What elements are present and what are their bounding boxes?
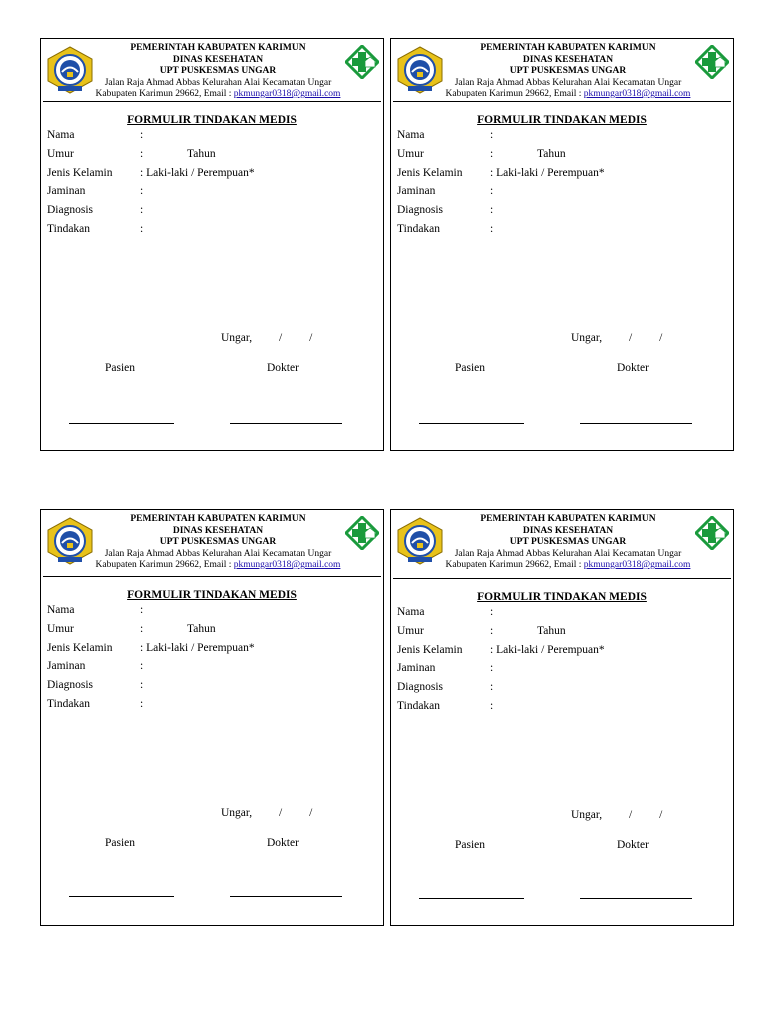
green-cross-puskesmas-icon [345,45,379,79]
field-label: Diagnosis [47,679,93,691]
field-value: : [490,185,494,197]
field-jaminan [47,185,143,197]
field-value: : [140,223,144,235]
field-value: : [490,204,494,216]
age-unit: Tahun [187,623,216,635]
medical-form-card [390,509,734,926]
field-jenis-kelamin [47,642,255,654]
patient-signature-line [69,896,174,897]
contact-line [433,560,703,572]
field-label: Nama [47,604,75,616]
field-nama [47,129,143,141]
field-jenis-kelamin [397,644,605,656]
unit-name: UPT PUSKESMAS UNGAR [159,66,277,76]
field-umur [397,625,566,637]
field-jaminan [397,662,493,674]
field-value: : [140,679,144,691]
field-jaminan [47,660,143,672]
contact-prefix: Kabupaten Karimun 29662, Email : [95,89,234,99]
dept-name: DINAS KESEHATAN [172,54,264,65]
field-diagnosis [47,679,143,691]
date-separator: / [659,332,663,344]
field-label: Jenis Kelamin [397,644,463,656]
patient-signature-label: Pasien [455,362,486,374]
field-nama [397,606,493,618]
age-unit: Tahun [537,625,566,637]
field-label: Nama [47,129,75,141]
field-label: Tindakan [47,698,91,710]
field-diagnosis [397,681,493,693]
date-place [571,809,662,821]
contact-prefix: Kabupaten Karimun 29662, Email : [445,560,584,570]
field-value: : Laki-laki / Perempuan* [490,644,605,656]
age-unit: Tahun [187,148,216,160]
unit-name: UPT PUSKESMAS UNGAR [159,537,277,547]
field-jaminan [397,185,493,197]
field-label: Umur [397,625,424,637]
gov-name: PEMERINTAH KABUPATEN KARIMUN [480,514,656,524]
doctor-signature-line [230,896,342,897]
gov-name: PEMERINTAH KABUPATEN KARIMUN [130,43,306,53]
patient-signature-line [69,423,174,424]
field-label: Jenis Kelamin [47,642,113,654]
form-title: FORMULIR TINDAKAN MEDIS [127,114,297,126]
field-value: : [140,623,144,635]
field-label: Umur [47,148,74,160]
date-separator: / [629,332,633,344]
field-label: Diagnosis [397,681,443,693]
medical-form-card [40,38,384,451]
field-value: : [140,604,144,616]
date-separator: / [309,807,313,819]
field-label: Umur [47,623,74,635]
doctor-signature-line [230,423,342,424]
field-umur [47,148,216,160]
field-label: Nama [397,606,425,618]
field-nama [397,129,493,141]
form-title: FORMULIR TINDAKAN MEDIS [477,114,647,126]
contact-prefix: Kabupaten Karimun 29662, Email : [95,560,234,570]
green-cross-puskesmas-icon [695,516,729,550]
field-value: : [140,148,144,160]
field-value: : [490,625,494,637]
field-diagnosis [47,204,143,216]
field-tindakan [397,223,493,235]
patient-signature-line [419,423,524,424]
green-cross-puskesmas-icon [695,45,729,79]
field-value: : Laki-laki / Perempuan* [140,642,255,654]
field-label: Jaminan [397,185,436,197]
field-value: : [140,185,144,197]
field-label: Jaminan [397,662,436,674]
address-line: Jalan Raja Ahmad Abbas Kelurahan Alai Kecamatan Ungar [454,548,682,559]
field-value: : [490,223,494,235]
place-label: Ungar, [221,807,253,819]
medical-form-card [40,509,384,926]
date-separator: / [309,332,313,344]
place-label: Ungar, [571,809,603,821]
date-separator: / [629,809,633,821]
field-value: : [140,698,144,710]
date-place [571,332,662,344]
patient-signature-label: Pasien [105,837,136,849]
field-label: Jaminan [47,185,86,197]
field-value: : [490,148,494,160]
place-label: Ungar, [571,332,603,344]
unit-name: UPT PUSKESMAS UNGAR [509,66,627,76]
contact-line [83,560,353,572]
field-tindakan [47,698,143,710]
doctor-signature-line [580,898,692,899]
letterhead-text [83,43,353,101]
field-value: : [490,681,494,693]
email-link[interactable]: pkmungar0318@gmail.com [583,89,691,99]
letterhead [391,510,733,574]
field-nama [47,604,143,616]
doctor-signature-line [580,423,692,424]
field-value: : [490,662,494,674]
letterhead-divider [43,101,381,102]
date-place [221,807,312,819]
contact-prefix: Kabupaten Karimun 29662, Email : [445,89,584,99]
field-label: Nama [397,129,425,141]
field-label: Diagnosis [397,204,443,216]
field-value: : [140,204,144,216]
letterhead-text [83,514,353,572]
letterhead-text [433,43,703,101]
patient-signature-label: Pasien [105,362,136,374]
place-label: Ungar, [221,332,253,344]
letterhead [41,510,383,574]
field-umur [397,148,566,160]
field-label: Tindakan [47,223,91,235]
field-label: Diagnosis [47,204,93,216]
field-value: : [490,129,494,141]
field-value: : [140,129,144,141]
field-tindakan [47,223,143,235]
date-place [221,332,312,344]
medical-form-card [390,38,734,451]
field-value: : [490,700,494,712]
dept-name: DINAS KESEHATAN [522,54,614,65]
email-link[interactable]: pkmungar0318@gmail.com [583,560,691,570]
contact-line [83,89,353,101]
gov-name: PEMERINTAH KABUPATEN KARIMUN [130,514,306,524]
dept-name: DINAS KESEHATAN [172,525,264,536]
age-unit: Tahun [537,148,566,160]
patient-signature-line [419,898,524,899]
field-diagnosis [397,204,493,216]
email-link[interactable]: pkmungar0318@gmail.com [233,560,341,570]
dept-name: DINAS KESEHATAN [522,525,614,536]
address-line: Jalan Raja Ahmad Abbas Kelurahan Alai Kecamatan Ungar [104,77,332,88]
field-tindakan [397,700,493,712]
field-value: : Laki-laki / Perempuan* [140,167,255,179]
date-separator: / [279,807,283,819]
doctor-signature-label: Dokter [617,839,649,851]
letterhead-text [433,514,703,572]
gov-name: PEMERINTAH KABUPATEN KARIMUN [480,43,656,53]
letterhead-divider [43,576,381,577]
letterhead-divider [393,578,731,579]
letterhead [41,39,383,103]
address-line: Jalan Raja Ahmad Abbas Kelurahan Alai Kecamatan Ungar [104,548,332,559]
form-title: FORMULIR TINDAKAN MEDIS [477,591,647,603]
contact-line [433,89,703,101]
date-separator: / [279,332,283,344]
address-line: Jalan Raja Ahmad Abbas Kelurahan Alai Kecamatan Ungar [454,77,682,88]
field-value: : [490,606,494,618]
email-link[interactable]: pkmungar0318@gmail.com [233,89,341,99]
field-label: Umur [397,148,424,160]
doctor-signature-label: Dokter [617,362,649,374]
field-value: : [140,660,144,672]
date-separator: / [659,809,663,821]
doctor-signature-label: Dokter [267,362,299,374]
patient-signature-label: Pasien [455,839,486,851]
field-label: Jaminan [47,660,86,672]
unit-name: UPT PUSKESMAS UNGAR [509,537,627,547]
field-jenis-kelamin [397,167,605,179]
field-label: Tindakan [397,223,441,235]
field-label: Tindakan [397,700,441,712]
doctor-signature-label: Dokter [267,837,299,849]
form-title: FORMULIR TINDAKAN MEDIS [127,589,297,601]
green-cross-puskesmas-icon [345,516,379,550]
letterhead-divider [393,101,731,102]
field-jenis-kelamin [47,167,255,179]
letterhead [391,39,733,103]
field-label: Jenis Kelamin [47,167,113,179]
field-umur [47,623,216,635]
field-label: Jenis Kelamin [397,167,463,179]
field-value: : Laki-laki / Perempuan* [490,167,605,179]
